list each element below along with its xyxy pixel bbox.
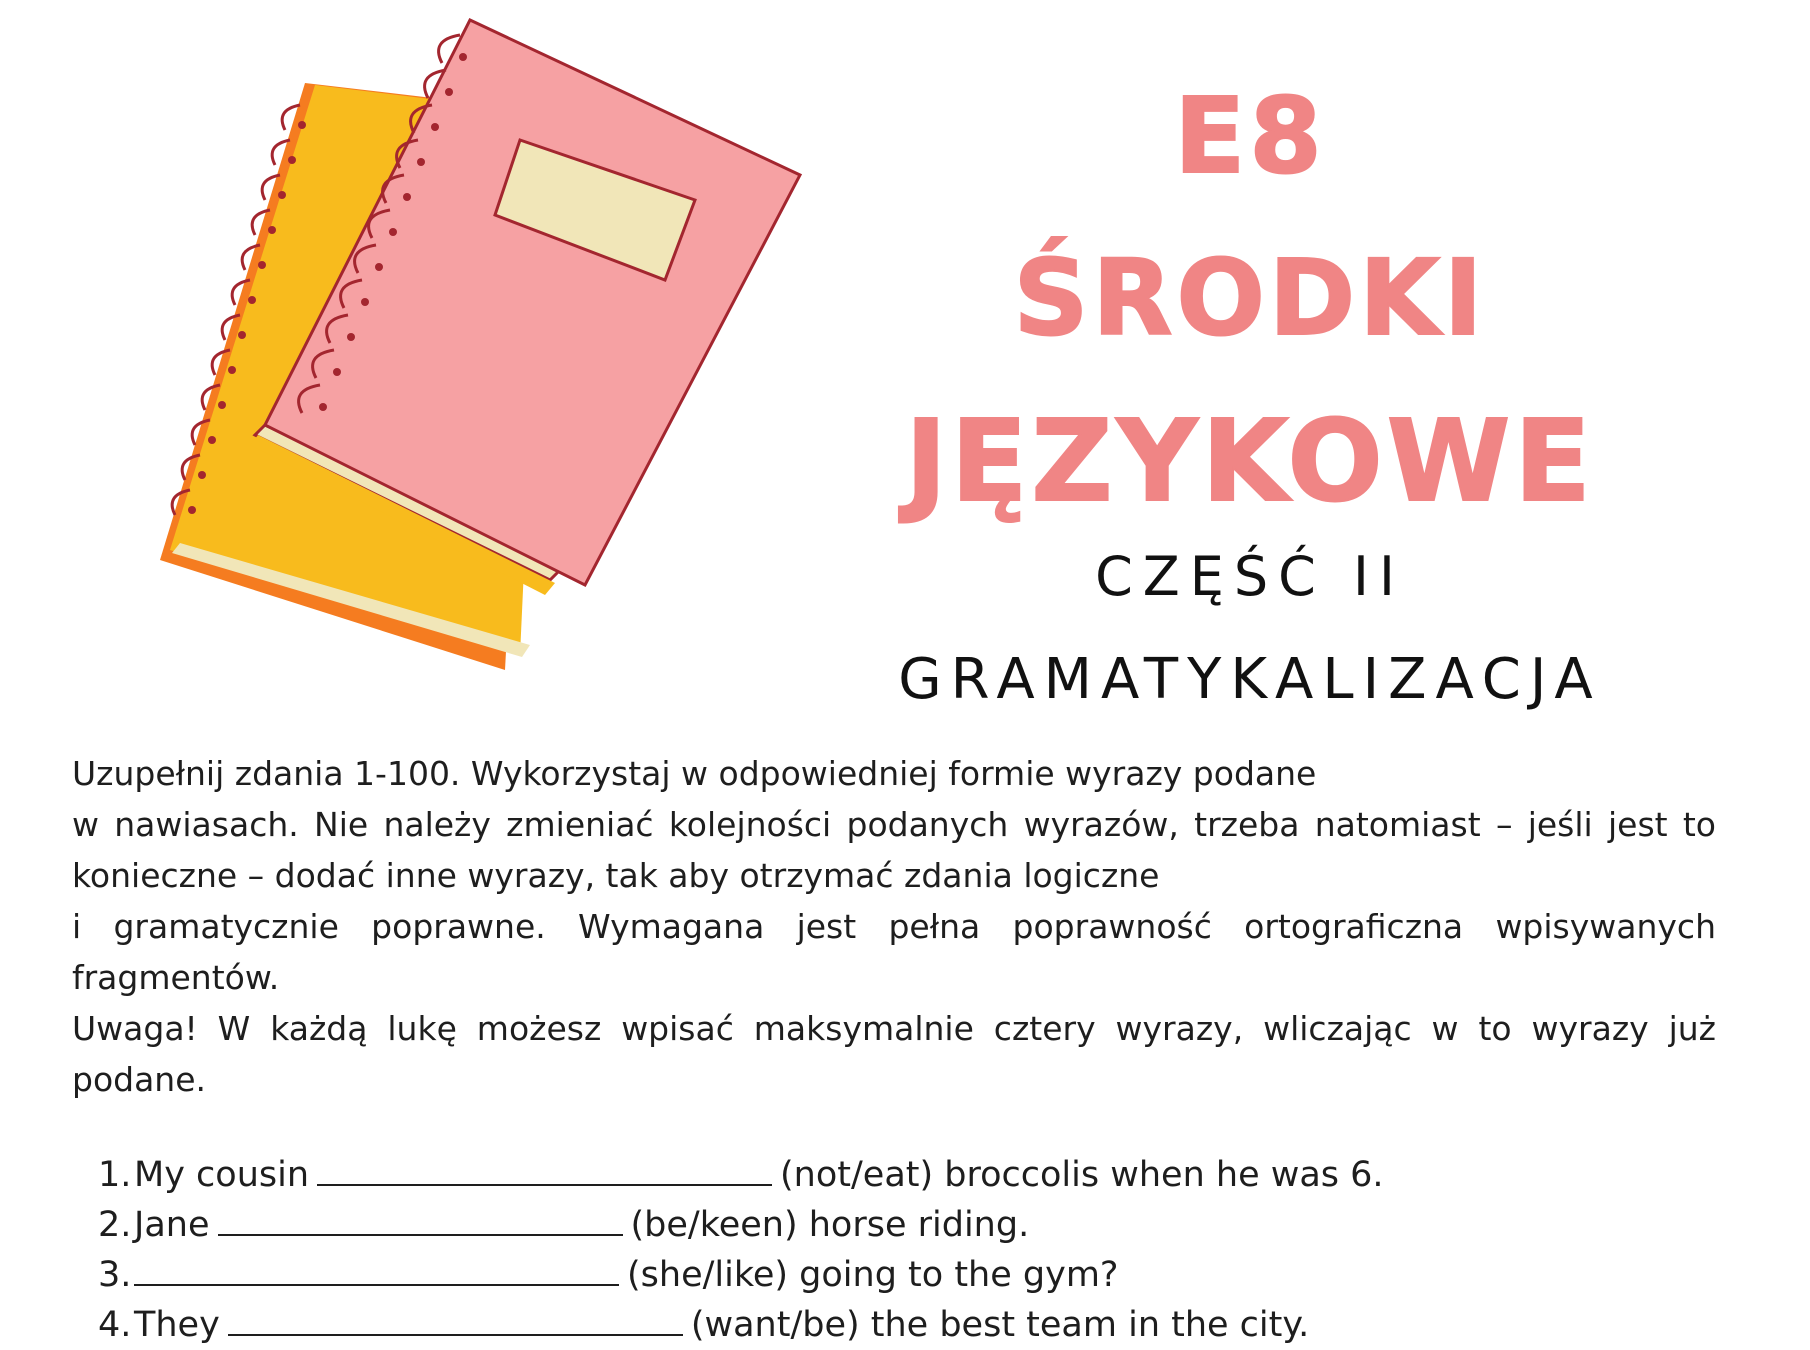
instruction-line: fragmentów. [72, 958, 280, 997]
exercise-item [98, 1200, 1718, 1250]
instruction-line: Uwaga! W każdą lukę możesz wpisać maksymalnie cztery wyrazy, wliczając w to wyrazy już [72, 1009, 1716, 1048]
exercise-text-after: (she/like) going to the gym? [627, 1255, 1119, 1295]
answer-blank[interactable] [218, 1204, 623, 1236]
part-subtitle: CZĘŚĆ II [1095, 545, 1405, 608]
exercise-number: 2. [98, 1205, 132, 1245]
instructions [72, 748, 1716, 1105]
exercise-list [98, 1150, 1718, 1350]
instruction-line: podane. [72, 1060, 207, 1099]
exercise-text-before: My cousin [134, 1155, 310, 1195]
exercise-text-before: They [134, 1305, 220, 1345]
answer-blank[interactable] [317, 1154, 772, 1186]
topic-subtitle: GRAMATYKALIZACJA [898, 647, 1602, 712]
answer-blank[interactable] [228, 1304, 683, 1336]
exercise-number: 4. [98, 1305, 132, 1345]
instruction-line: w nawiasach. Nie należy zmieniać kolejności podanych wyrazów, trzeba natomiast – jeśli jest to [72, 805, 1716, 844]
spiral-notebooks-icon [150, 5, 820, 685]
exercise-number: 3. [98, 1255, 132, 1295]
exercise-text-before: Jane [134, 1205, 210, 1245]
exercise-item [98, 1250, 1718, 1300]
instruction-line: Uzupełnij zdania 1-100. Wykorzystaj w odpowiedniej formie wyrazy podane [72, 754, 1317, 793]
page-title-line-2: ŚRODKI [1013, 237, 1487, 359]
title-block [840, 60, 1660, 712]
instruction-line: konieczne – dodać inne wyrazy, tak aby otrzymać zdania logiczne [72, 856, 1160, 895]
exercise-text-after: (not/eat) broccolis when he was 6. [780, 1155, 1384, 1195]
exercise-item [98, 1300, 1718, 1350]
page-title-line-1: E8 [1174, 75, 1326, 197]
exercise-text-after: (want/be) the best team in the city. [690, 1305, 1310, 1345]
page-title-line-3: JĘZYKOWE [905, 397, 1595, 527]
exercise-text-after: (be/keen) horse riding. [630, 1205, 1030, 1245]
instruction-line: i gramatycznie poprawne. Wymagana jest pełna poprawność ortograficzna wpisywanych [72, 907, 1716, 946]
answer-blank[interactable] [134, 1254, 619, 1286]
exercise-number: 1. [98, 1155, 132, 1195]
exercise-item [98, 1150, 1718, 1200]
